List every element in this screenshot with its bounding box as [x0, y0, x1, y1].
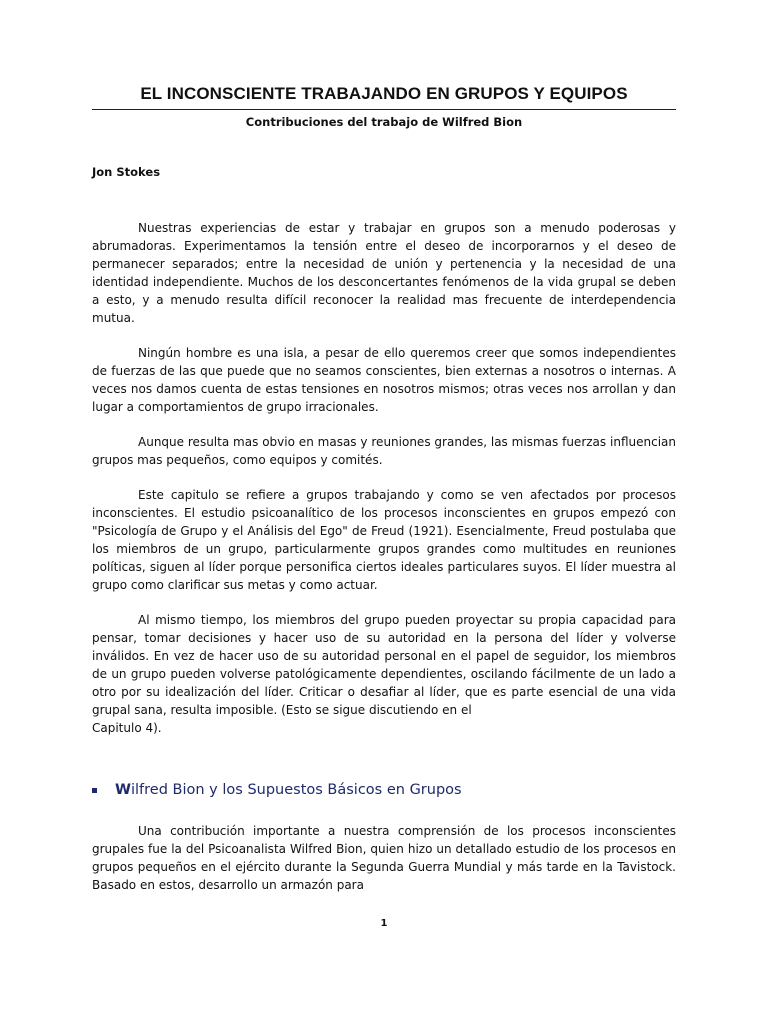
- paragraph-5: [92, 611, 676, 719]
- paragraph-2: Ningún hombre es una isla, a pesar de ello queremos creer que somos independientes de fuerzas de las que puede que no seamos conscientes, bien externas a nosotros o internas. A veces nos damos cuenta de estas tensiones en nosotros mismos; otras veces nos arrollan y dan lugar a comportamientos de grupo irracionales.: [92, 346, 676, 414]
- bullet-square-icon: [92, 788, 97, 793]
- paragraph-5-text: Al mismo tiempo, los miembros del grupo pueden proyectar su propia capacidad para pensar, tomar decisiones y hacer uso de su autoridad en la persona del líder y volverse inválidos. En vez de hacer uso de su autoridad personal en el papel de seguidor, los miembros de un grupo pueden volverse patológicamente dependientes, oscilando fácilmente de un lado a otro por su idealización del líder. Criticar o desafiar al líder, que es parte esencial de una vida grupal sana, resulta imposible. (Esto se sigue discutiendo en el: [92, 613, 676, 717]
- section-title-lead: W: [115, 782, 131, 798]
- section-title-rest: ilfred Bion y los Supuestos Básicos en Grupos: [131, 782, 462, 798]
- document-page: [92, 84, 676, 754]
- document-subtitle: Contribuciones del trabajo de Wilfred Bion: [245, 115, 523, 129]
- page-number: 1: [380, 918, 388, 929]
- paragraph-5-tail: Capitulo 4).: [92, 721, 162, 735]
- author-name: Jon Stokes: [92, 165, 161, 179]
- paragraph-4: Este capitulo se refiere a grupos trabajando y como se ven afectados por procesos inconscientes. El estudio psicoanalítico de los procesos inconscientes en grupos empezó con "Psicología de Grupo y el Análisis del Ego" de Freud (1921). Esencialmente, Freud postulaba que los miembros de un grupo, particularmente grupos grandes como multitudes en reuniones políticas, siguen al líder porque personifica ciertos ideales particulares suyos. El líder muestra al grupo como clarificar sus metas y como actuar.: [92, 488, 676, 592]
- body-text: [92, 219, 676, 737]
- paragraph-3: Aunque resulta mas obvio en masas y reuniones grandes, las mismas fuerzas influencian grupos mas pequeños, como equipos y comités.: [92, 435, 676, 467]
- section-paragraph-1: Una contribución importante a nuestra comprensión de los procesos inconscientes grupales fue la del Psicoanalista Wilfred Bion, quien hizo un detallado estudio de los procesos en grupos pequeños en el ejército durante la Segunda Guerra Mundial y más tarde en la Tavistock. Basado en estos, desarrollo un armazón para: [92, 824, 676, 892]
- document-title: EL INCONSCIENTE TRABAJANDO EN GRUPOS Y EQUIPOS: [92, 84, 676, 110]
- section-body: [92, 822, 676, 911]
- section-heading: [92, 782, 676, 798]
- section-title: [115, 782, 462, 798]
- paragraph-1: Nuestras experiencias de estar y trabajar en grupos son a menudo poderosas y abrumadoras. Experimentamos la tensión entre el deseo de incorporarnos y el deseo de permanecer separados; entre la necesidad de unión y pertenencia y la necesidad de una identidad independiente. Muchos de los desconcertantes fenómenos de la vida grupal se deben a esto, y a menudo resulta difícil reconocer la realidad mas frecuente de interdependencia mutua.: [92, 221, 676, 325]
